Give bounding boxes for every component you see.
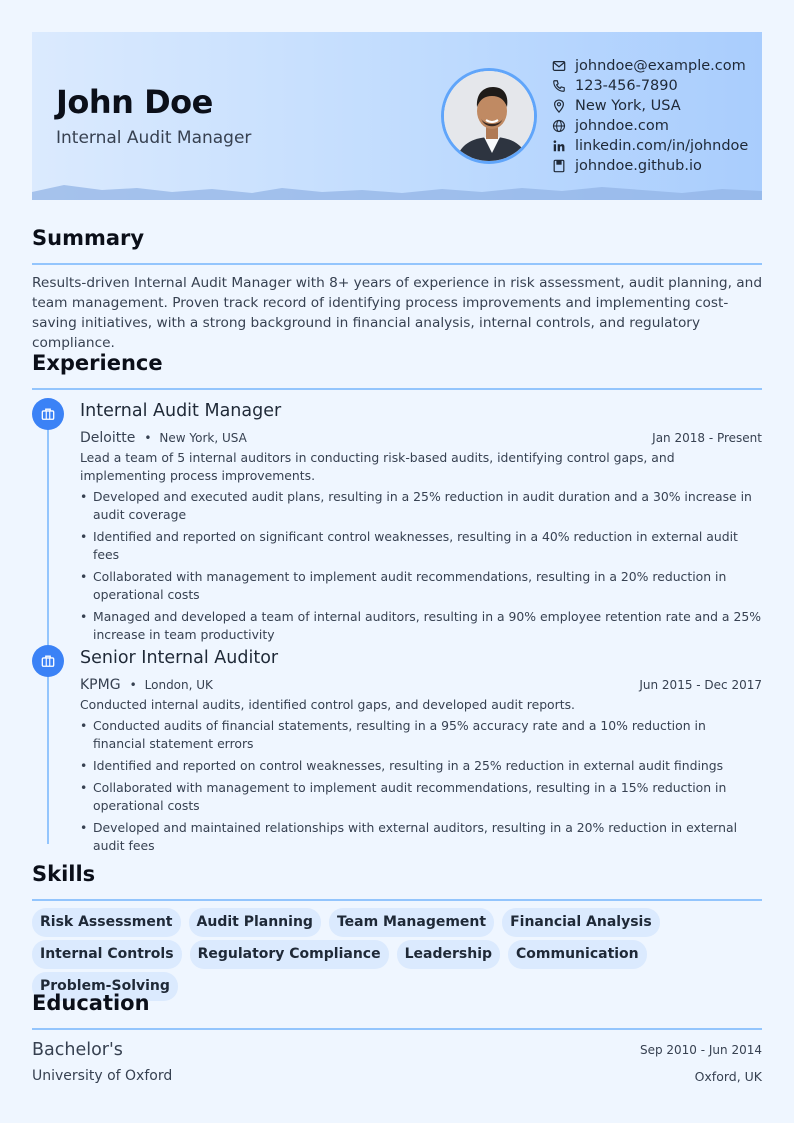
briefcase-icon xyxy=(41,654,55,668)
skill-chip: Team Management xyxy=(329,908,494,937)
skill-chip: Financial Analysis xyxy=(502,908,660,937)
github-icon xyxy=(552,159,566,173)
experience-divider xyxy=(32,388,762,390)
job-title: Internal Audit Manager xyxy=(80,401,282,421)
contact-location-text: New York, USA xyxy=(575,98,681,114)
education-divider xyxy=(32,1028,762,1030)
job-achievements xyxy=(80,717,762,855)
list-item: • Developed and executed audit plans, resulting in a 25% reduction in audit duration and a 30% increase in audit coverage xyxy=(80,488,762,524)
phone-icon xyxy=(552,79,566,93)
contact-phone-text: 123-456-7890 xyxy=(575,78,678,94)
job-dates: Jan 2018 - Present xyxy=(652,431,762,445)
list-item: • Conducted audits of financial statements, resulting in a 95% accuracy rate and a 10% reduction in financial statement errors xyxy=(80,717,762,753)
linkedin-icon xyxy=(552,139,566,153)
globe-icon xyxy=(552,119,566,133)
experience-timeline xyxy=(47,412,49,844)
job-entry xyxy=(80,645,762,859)
skill-chip: Regulatory Compliance xyxy=(190,940,389,969)
briefcase-icon xyxy=(41,407,55,421)
list-item: • Collaborated with management to implement audit recommendations, resulting in a 20% reduction in operational costs xyxy=(80,568,762,604)
skill-chip: Problem-Solving xyxy=(32,972,178,1001)
list-item: • Developed and maintained relationships with external auditors, resulting in a 20% reduction in external audit fees xyxy=(80,819,762,855)
skill-chip: Internal Controls xyxy=(32,940,182,969)
skills-divider xyxy=(32,899,762,901)
summary-divider xyxy=(32,263,762,265)
summary-heading: Summary xyxy=(32,226,145,250)
education-school: University of Oxford xyxy=(32,1068,173,1084)
contact-github[interactable] xyxy=(552,156,748,176)
contact-location xyxy=(552,96,748,116)
job-company: Deloitte xyxy=(80,430,136,446)
list-item: • Identified and reported on control weaknesses, resulting in a 25% reduction in external audit findings xyxy=(80,757,762,775)
contact-website[interactable] xyxy=(552,116,748,136)
list-item: • Identified and reported on significant control weaknesses, resulting in a 40% reduction in external audit fees xyxy=(80,528,762,564)
job-title: Senior Internal Auditor xyxy=(80,648,279,668)
job-company: KPMG xyxy=(80,677,121,693)
contact-email[interactable] xyxy=(552,56,748,76)
job-1-marker xyxy=(32,398,64,430)
separator-dot: • xyxy=(129,678,137,692)
skills-list xyxy=(32,908,767,1004)
contact-linkedin[interactable] xyxy=(552,136,748,156)
contact-website-text: johndoe.com xyxy=(575,118,669,134)
list-item: • Collaborated with management to implement audit recommendations, resulting in a 15% reduction in operational costs xyxy=(80,779,762,815)
education-location: Oxford, UK xyxy=(694,1069,762,1084)
profile-photo xyxy=(441,68,537,164)
job-achievements xyxy=(80,488,762,644)
job-description: Lead a team of 5 internal auditors in conducting risk-based audits, identifying control gaps, and implementing process improvements. xyxy=(80,450,675,483)
contact-phone[interactable] xyxy=(552,76,748,96)
candidate-role: Internal Audit Manager xyxy=(56,128,252,148)
header-mountains-decoration xyxy=(32,184,762,200)
location-pin-icon xyxy=(552,99,566,113)
education-degree: Bachelor's xyxy=(32,1040,123,1060)
candidate-name: John Doe xyxy=(56,83,213,121)
contact-list xyxy=(552,56,748,176)
experience-heading: Experience xyxy=(32,351,163,375)
job-dates: Jun 2015 - Dec 2017 xyxy=(639,678,762,692)
skill-chip: Risk Assessment xyxy=(32,908,181,937)
job-description: Conducted internal audits, identified control gaps, and developed audit reports. xyxy=(80,697,575,712)
contact-github-text: johndoe.github.io xyxy=(575,158,702,174)
separator-dot: • xyxy=(144,431,152,445)
summary-text: Results-driven Internal Audit Manager with 8+ years of experience in risk assessment, audit planning, and team management. Proven track record of identifying process improvements and implementing cost-saving initiatives, with a strong background in financial analysis, internal controls, and regulatory compliance. xyxy=(32,275,763,351)
job-2-marker xyxy=(32,645,64,677)
job-location: New York, USA xyxy=(159,431,247,445)
education-dates: Sep 2010 - Jun 2014 xyxy=(639,1043,762,1057)
job-entry xyxy=(80,398,762,648)
contact-email-text: johndoe@example.com xyxy=(575,58,746,74)
skill-chip: Audit Planning xyxy=(189,908,321,937)
list-item: • Managed and developed a team of internal auditors, resulting in a 90% employee retention rate and a 25% increase in team productivity xyxy=(80,608,762,644)
mail-icon xyxy=(552,59,566,73)
skill-chip: Leadership xyxy=(397,940,500,969)
skill-chip: Communication xyxy=(508,940,647,969)
skills-heading: Skills xyxy=(32,862,96,886)
job-location: London, UK xyxy=(144,678,213,692)
resume-header xyxy=(32,32,762,200)
contact-linkedin-text: linkedin.com/in/johndoe xyxy=(575,138,749,154)
education-heading: Education xyxy=(32,991,150,1015)
